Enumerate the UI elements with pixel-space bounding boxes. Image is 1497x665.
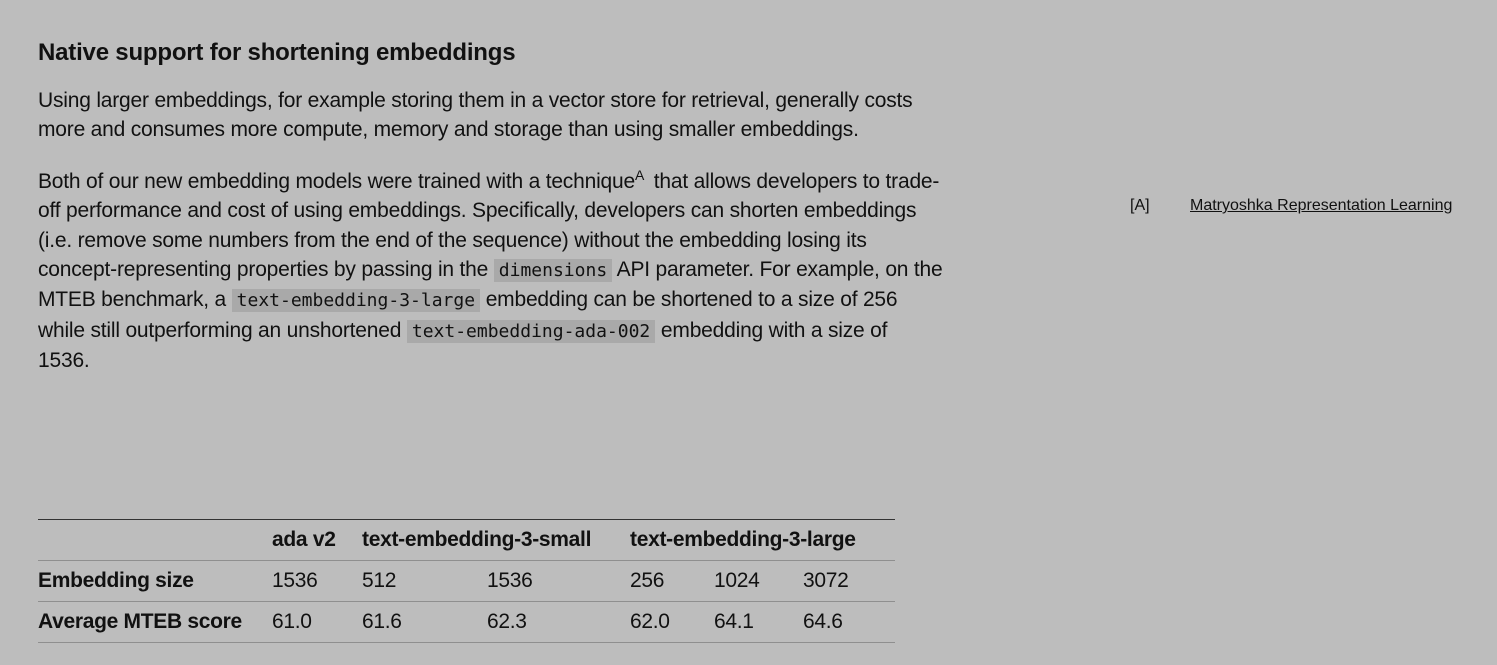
table-cell: 1536 (272, 561, 362, 602)
table-row (38, 602, 895, 643)
section-title: Native support for shortening embeddings (38, 39, 516, 66)
paragraph-text-3: API parameter. For example, on the MTEB benchmark, a (38, 258, 943, 312)
table-cell: 64.1 (714, 602, 803, 643)
footnote-sidenote (1130, 196, 1452, 216)
paragraph-technique (38, 167, 943, 376)
row-label: Average MTEB score (38, 602, 272, 643)
footnote-ref[interactable]: A (634, 166, 645, 183)
table-cell: 3072 (803, 561, 895, 602)
results-table (38, 519, 895, 643)
row-label: Embedding size (38, 561, 272, 602)
table-row (38, 561, 895, 602)
article-section (38, 38, 943, 376)
table-cell: 61.6 (362, 602, 487, 643)
header-3-large: text-embedding-3-large (630, 520, 895, 561)
table-cell: 62.3 (487, 602, 630, 643)
table-header-row (38, 520, 895, 561)
code-dimensions: dimensions (494, 259, 612, 282)
table-cell: 62.0 (630, 602, 714, 643)
code-large-model: text-embedding-3-large (232, 289, 480, 312)
header-ada-v2: ada v2 (272, 520, 362, 561)
table-cell: 64.6 (803, 602, 895, 643)
paragraph-text-2: that allows developers to trade-off performance and cost of using embeddings. Specifically, developers can shorten embeddings (i.e. remove some numbers from the end of the sequence) without the embedding losing its concept-representing properties by passing in the (38, 169, 940, 282)
footnote-marker: [A] (1130, 197, 1150, 214)
table-cell: 256 (630, 561, 714, 602)
paragraph-cost: Using larger embeddings, for example storing them in a vector store for retrieval, generally costs more and consumes more compute, memory and storage than using smaller embeddings. (38, 89, 913, 142)
paragraph-text-4: embedding can be shortened to a size of 256 while still outperforming an unshortened (38, 288, 898, 342)
paragraph-text-5: embedding with a size of 1536. (38, 318, 888, 373)
header-empty (38, 520, 272, 561)
paragraph-text-1: Both of our new embedding models were trained with a technique (38, 169, 635, 193)
header-3-small: text-embedding-3-small (362, 520, 630, 561)
table-cell: 1536 (487, 561, 630, 602)
table-cell: 512 (362, 561, 487, 602)
footnote-link[interactable]: Matryoshka Representation Learning (1190, 197, 1453, 214)
table-cell: 1024 (714, 561, 803, 602)
table-cell: 61.0 (272, 602, 362, 643)
code-ada-model: text-embedding-ada-002 (407, 320, 655, 343)
